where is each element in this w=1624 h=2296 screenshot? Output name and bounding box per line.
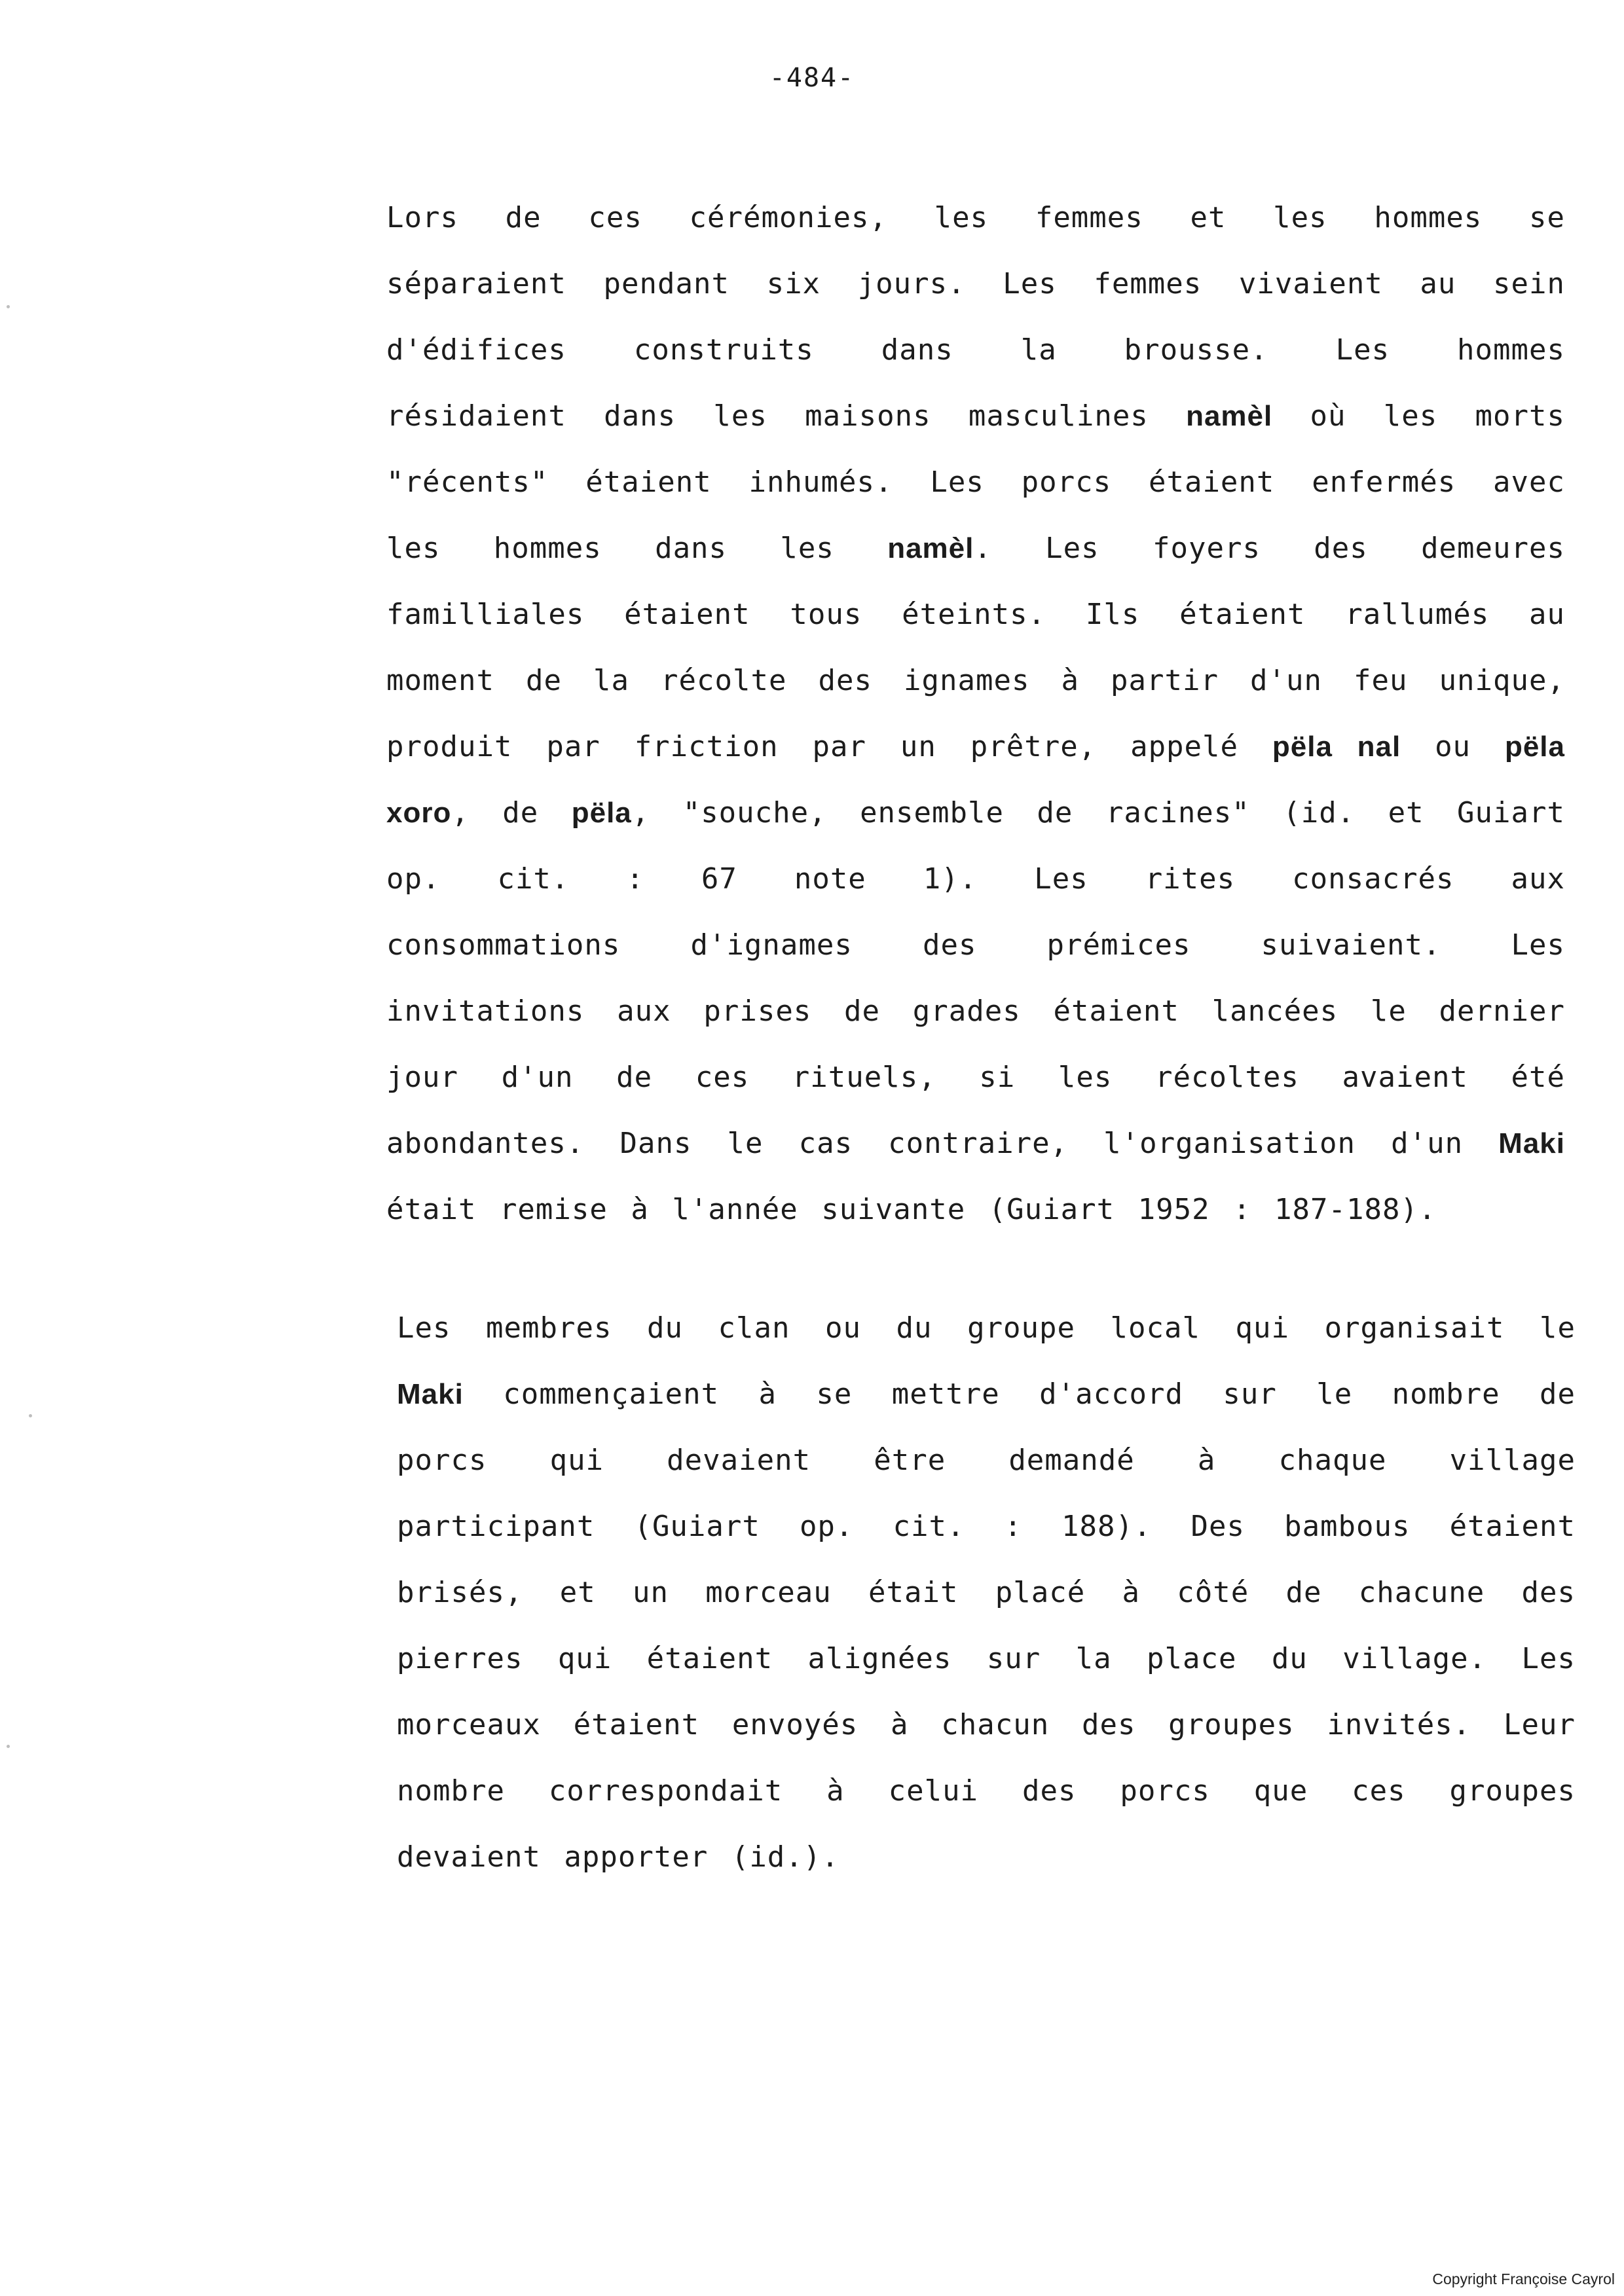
text-segment: consommations d'ignames des prémices suivaient. Les (386, 928, 1565, 962)
page-number: -484- (769, 63, 855, 93)
paragraph-1 (386, 185, 1565, 1243)
vernacular-term: xoro (386, 797, 452, 829)
text-segment: où les morts (1272, 399, 1565, 433)
text-segment: produit par friction par un prêtre, appelé (386, 730, 1272, 763)
text-line (386, 780, 1565, 846)
text-line (386, 1176, 1565, 1243)
text-segment: nombre correspondait à celui des porcs que ces groupes (397, 1774, 1576, 1808)
text-line (386, 912, 1565, 978)
text-line (397, 1427, 1576, 1493)
text-line (386, 581, 1565, 647)
text-segment: devaient apporter (id.). (397, 1840, 840, 1874)
text-segment: Lors de ces cérémonies, les femmes et les hommes se (386, 201, 1565, 234)
text-segment: moment de la récolte des ignames à partir d'un feu unique, (386, 664, 1565, 697)
vernacular-term: pëla nal (1272, 731, 1401, 763)
text-segment: porcs qui devaient être demandé à chaque village (397, 1444, 1576, 1477)
copyright-notice: Copyright Françoise Cayrol (1432, 2270, 1615, 2287)
text-line (397, 1493, 1576, 1559)
text-segment: "récents" étaient inhumés. Les porcs étaient enfermés avec (386, 465, 1565, 499)
vernacular-term: pëla (1504, 731, 1565, 763)
text-segment: jour d'un de ces rituels, si les récoltes avaient été (386, 1061, 1565, 1094)
text-segment: op. cit. : 67 note 1). Les rites consacrés aux (386, 862, 1565, 896)
text-segment: résidaient dans les maisons masculines (386, 399, 1187, 433)
text-segment: brisés, et un morceau était placé à côté de chacune des (397, 1576, 1576, 1609)
text-segment: familliales étaient tous éteints. Ils étaient rallumés au (386, 598, 1565, 631)
text-segment: d'édifices construits dans la brousse. Les hommes (386, 333, 1565, 367)
text-line (386, 251, 1565, 317)
text-line (386, 515, 1565, 581)
text-segment: . Les foyers des demeures (974, 532, 1565, 565)
scan-speck (7, 305, 10, 308)
text-segment: commençaient à se mettre d'accord sur le nombre de (463, 1377, 1576, 1411)
text-segment: était remise à l'année suivante (Guiart 1952 : 187-188). (386, 1193, 1437, 1226)
scan-speck (29, 1414, 32, 1417)
text-line (386, 1044, 1565, 1110)
text-segment: , "souche, ensemble de racines" (id. et Guiart (631, 796, 1565, 829)
text-segment: invitations aux prises de grades étaient lancées le dernier (386, 994, 1565, 1028)
text-segment: Les membres du clan ou du groupe local qui organisait le (397, 1311, 1576, 1345)
text-line (386, 317, 1565, 383)
text-line (397, 1559, 1576, 1626)
vernacular-term: namèl (1186, 400, 1273, 432)
vernacular-term: pëla (571, 797, 632, 829)
text-line (397, 1758, 1576, 1824)
text-segment: morceaux étaient envoyés à chacun des groupes invités. Leur (397, 1708, 1576, 1741)
text-segment: pierres qui étaient alignées sur la place du village. Les (397, 1642, 1576, 1675)
vernacular-term: Maki (397, 1378, 464, 1410)
scan-speck (7, 1745, 10, 1748)
vernacular-term: namèl (887, 532, 974, 564)
text-line (386, 714, 1565, 780)
text-line (397, 1692, 1576, 1758)
text-segment: , de (451, 796, 572, 829)
paragraph-2 (397, 1295, 1576, 1890)
text-line (386, 846, 1565, 912)
text-line (397, 1295, 1576, 1361)
text-line (386, 647, 1565, 714)
vernacular-term: Maki (1498, 1127, 1565, 1159)
text-line (386, 449, 1565, 515)
text-line (386, 1110, 1565, 1176)
text-line (386, 383, 1565, 449)
text-segment: les hommes dans les (386, 532, 888, 565)
text-segment: abondantes. Dans le cas contraire, l'organisation d'un (386, 1127, 1499, 1160)
text-line (397, 1626, 1576, 1692)
text-line (386, 978, 1565, 1044)
text-line (386, 185, 1565, 251)
text-segment: ou (1401, 730, 1505, 763)
text-line (397, 1824, 1576, 1890)
text-segment: séparaient pendant six jours. Les femmes vivaient au sein (386, 267, 1565, 301)
text-line (397, 1361, 1576, 1427)
text-segment: participant (Guiart op. cit. : 188). Des bambous étaient (397, 1510, 1576, 1543)
